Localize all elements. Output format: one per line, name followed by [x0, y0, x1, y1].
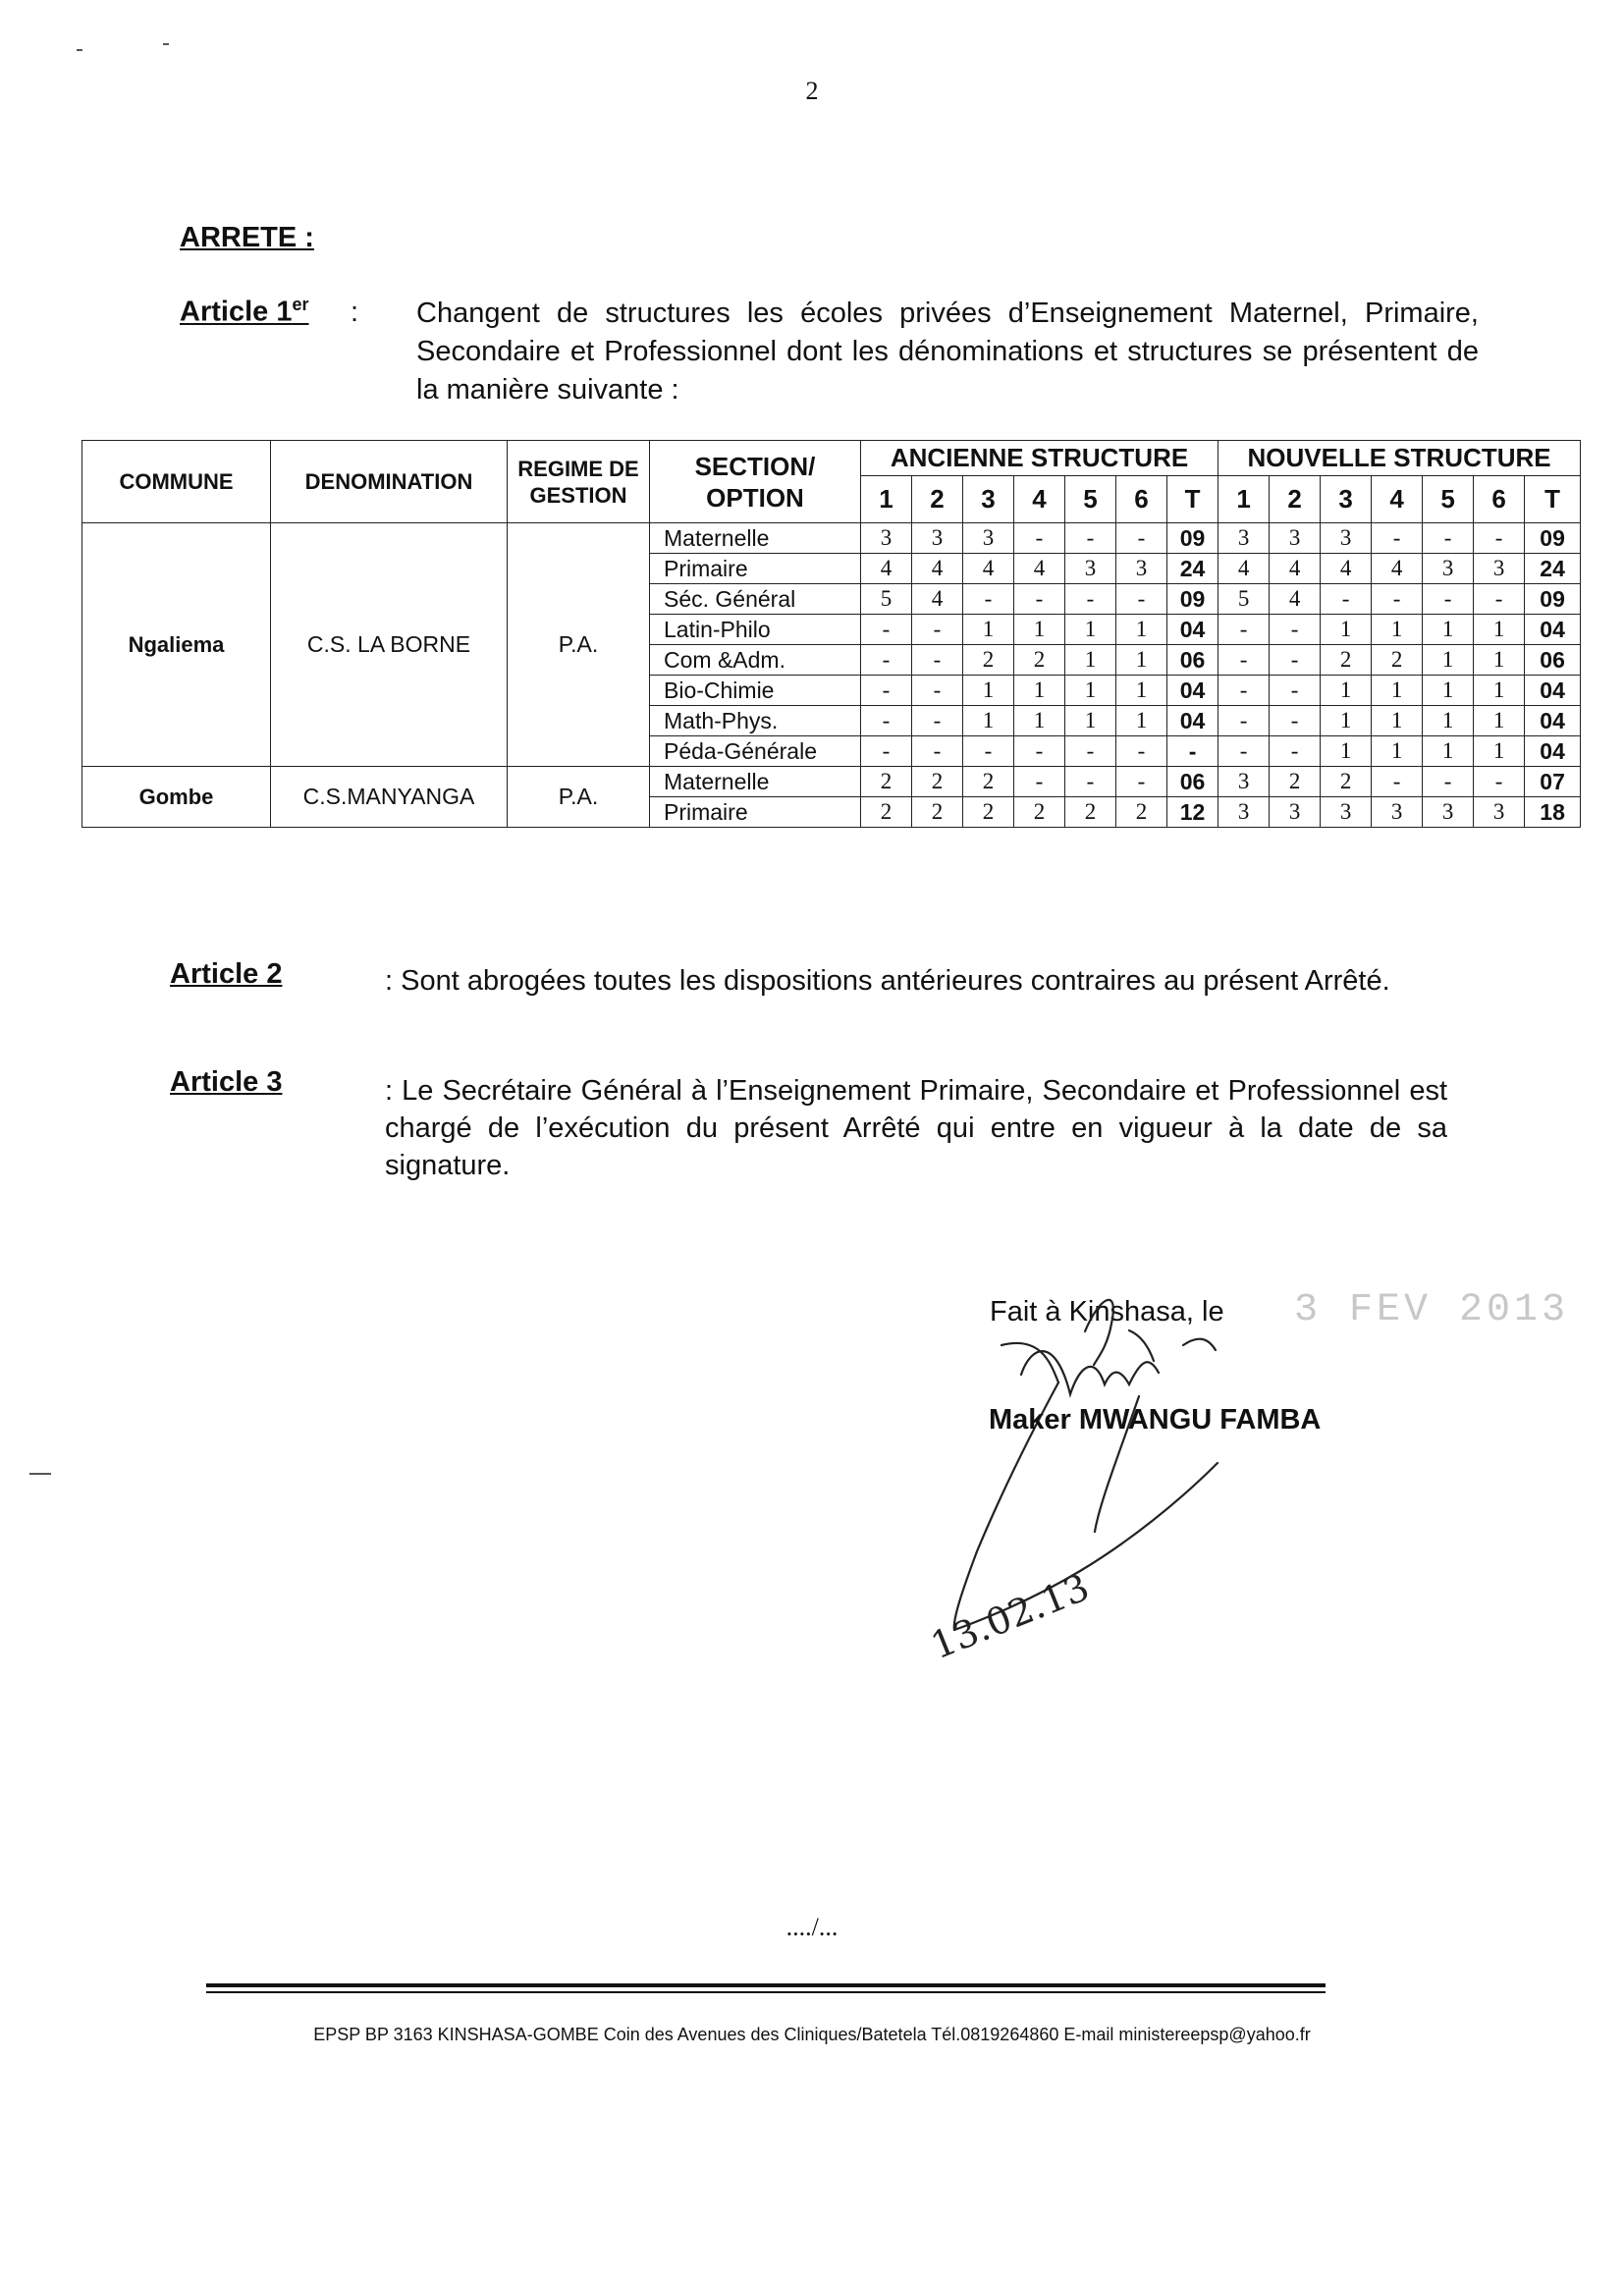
nouvelle-value-cell: 1 [1474, 645, 1525, 676]
header-ancienne-year: T [1167, 476, 1218, 523]
ancienne-value-cell: 2 [1014, 645, 1065, 676]
ancienne-value-cell: 2 [912, 767, 963, 797]
nouvelle-value-cell: - [1218, 615, 1270, 645]
ancienne-value-cell: 4 [912, 584, 963, 615]
header-ancienne-structure: ANCIENNE STRUCTURE [861, 441, 1218, 476]
ancienne-value-cell: 4 [1014, 554, 1065, 584]
nouvelle-value-cell: 1 [1372, 676, 1423, 706]
header-nouvelle-year: 6 [1474, 476, 1525, 523]
ancienne-value-cell: - [861, 615, 912, 645]
ancienne-value-cell: 2 [963, 645, 1014, 676]
ancienne-value-cell: 3 [861, 523, 912, 554]
nouvelle-total-cell: 04 [1525, 736, 1581, 767]
table-row [82, 523, 1581, 554]
nouvelle-value-cell: 1 [1423, 615, 1474, 645]
ancienne-value-cell: - [963, 584, 1014, 615]
denomination-cell: C.S.MANYANGA [271, 767, 508, 828]
nouvelle-value-cell: 1 [1372, 615, 1423, 645]
ancienne-total-cell: 09 [1167, 584, 1218, 615]
handwritten-date: 13.02.13 [924, 1565, 1096, 1668]
ancienne-total-cell: - [1167, 736, 1218, 767]
nouvelle-total-cell: 04 [1525, 676, 1581, 706]
header-nouvelle-year: 4 [1372, 476, 1423, 523]
ancienne-value-cell: 2 [912, 797, 963, 828]
ancienne-value-cell: 1 [1014, 615, 1065, 645]
nouvelle-total-cell: 18 [1525, 797, 1581, 828]
ancienne-value-cell: 5 [861, 584, 912, 615]
nouvelle-value-cell: - [1423, 523, 1474, 554]
header-nouvelle-year: 5 [1423, 476, 1474, 523]
nouvelle-value-cell: 1 [1474, 706, 1525, 736]
ancienne-value-cell: - [1116, 767, 1167, 797]
ancienne-value-cell: - [1014, 584, 1065, 615]
header-ancienne-year: 2 [912, 476, 963, 523]
ancienne-value-cell: 1 [1065, 645, 1116, 676]
nouvelle-value-cell: 1 [1321, 615, 1372, 645]
nouvelle-value-cell: - [1270, 736, 1321, 767]
ancienne-value-cell: - [1116, 584, 1167, 615]
handwritten-signature [884, 1276, 1375, 1689]
header-nouvelle-year: 3 [1321, 476, 1372, 523]
section-cell: Séc. Général [650, 584, 861, 615]
ancienne-total-cell: 04 [1167, 615, 1218, 645]
ancienne-total-cell: 04 [1167, 676, 1218, 706]
ancienne-value-cell: 1 [1014, 706, 1065, 736]
ancienne-value-cell: 1 [1014, 676, 1065, 706]
ancienne-value-cell: 2 [861, 767, 912, 797]
scan-speck [77, 49, 82, 51]
nouvelle-value-cell: 2 [1372, 645, 1423, 676]
nouvelle-value-cell: 3 [1474, 554, 1525, 584]
nouvelle-value-cell: 4 [1321, 554, 1372, 584]
scan-speck [163, 43, 169, 45]
ancienne-value-cell: - [861, 706, 912, 736]
nouvelle-value-cell: - [1218, 706, 1270, 736]
nouvelle-value-cell: - [1423, 584, 1474, 615]
nouvelle-value-cell: 3 [1321, 523, 1372, 554]
nouvelle-value-cell: 3 [1270, 797, 1321, 828]
ancienne-value-cell: 1 [1065, 706, 1116, 736]
ancienne-value-cell: - [861, 676, 912, 706]
article3-label: Article 3 [170, 1066, 283, 1098]
ancienne-value-cell: - [912, 645, 963, 676]
ancienne-value-cell: - [1065, 736, 1116, 767]
nouvelle-value-cell: 1 [1423, 676, 1474, 706]
ancienne-value-cell: - [861, 736, 912, 767]
ancienne-value-cell: 3 [1065, 554, 1116, 584]
header-ancienne-year: 6 [1116, 476, 1167, 523]
denomination-cell: C.S. LA BORNE [271, 523, 508, 767]
section-cell: Maternelle [650, 523, 861, 554]
ancienne-total-cell: 06 [1167, 645, 1218, 676]
footer-address: EPSP BP 3163 KINSHASA-GOMBE Coin des Avenues des Cliniques/Batetela Tél.0819264860 E-mail ministereepsp@yahoo.fr [313, 2025, 1311, 2044]
regime-cell: P.A. [508, 767, 650, 828]
ancienne-value-cell: 1 [1065, 615, 1116, 645]
article1-label-sup: er [292, 295, 309, 314]
nouvelle-total-cell: 24 [1525, 554, 1581, 584]
nouvelle-total-cell: 06 [1525, 645, 1581, 676]
nouvelle-total-cell: 04 [1525, 615, 1581, 645]
nouvelle-value-cell: - [1321, 584, 1372, 615]
ancienne-value-cell: 3 [912, 523, 963, 554]
section-cell: Primaire [650, 797, 861, 828]
table-row [82, 767, 1581, 797]
article1-colon: : [351, 297, 359, 328]
nouvelle-value-cell: - [1372, 523, 1423, 554]
nouvelle-value-cell: - [1270, 615, 1321, 645]
nouvelle-value-cell: 1 [1423, 645, 1474, 676]
nouvelle-value-cell: 3 [1372, 797, 1423, 828]
nouvelle-value-cell: 3 [1423, 797, 1474, 828]
ancienne-value-cell: - [1014, 736, 1065, 767]
nouvelle-value-cell: - [1372, 767, 1423, 797]
ancienne-value-cell: 2 [1116, 797, 1167, 828]
page-number: 2 [805, 77, 819, 105]
header-denomination: DENOMINATION [271, 441, 508, 523]
ancienne-total-cell: 09 [1167, 523, 1218, 554]
ancienne-value-cell: 2 [963, 767, 1014, 797]
ancienne-value-cell: 1 [1116, 615, 1167, 645]
ancienne-value-cell: - [1065, 767, 1116, 797]
header-nouvelle-structure: NOUVELLE STRUCTURE [1218, 441, 1581, 476]
header-regime: REGIME DE GESTION [508, 441, 650, 523]
footer-rule [206, 1991, 1326, 1993]
scan-speck [29, 1473, 51, 1475]
ancienne-total-cell: 04 [1167, 706, 1218, 736]
ancienne-value-cell: - [1065, 584, 1116, 615]
article1-label-text: Article 1 [180, 296, 293, 328]
header-commune: COMMUNE [82, 441, 271, 523]
nouvelle-value-cell: 1 [1474, 676, 1525, 706]
nouvelle-value-cell: 1 [1321, 706, 1372, 736]
nouvelle-value-cell: - [1270, 676, 1321, 706]
section-cell: Péda-Générale [650, 736, 861, 767]
nouvelle-value-cell: - [1218, 736, 1270, 767]
ancienne-value-cell: - [912, 615, 963, 645]
place-date: Fait à Kinshasa, le [990, 1296, 1224, 1328]
ancienne-value-cell: - [912, 706, 963, 736]
ancienne-value-cell: 2 [1014, 797, 1065, 828]
nouvelle-value-cell: 4 [1270, 584, 1321, 615]
header-ancienne-year: 4 [1014, 476, 1065, 523]
nouvelle-value-cell: 1 [1474, 615, 1525, 645]
nouvelle-value-cell: - [1423, 767, 1474, 797]
section-cell: Bio-Chimie [650, 676, 861, 706]
article1-label [180, 295, 308, 329]
nouvelle-value-cell: 3 [1321, 797, 1372, 828]
ancienne-value-cell: 4 [861, 554, 912, 584]
header-nouvelle-year: 1 [1218, 476, 1270, 523]
ancienne-total-cell: 06 [1167, 767, 1218, 797]
ancienne-total-cell: 24 [1167, 554, 1218, 584]
ancienne-value-cell: - [1116, 523, 1167, 554]
header-nouvelle-year: T [1525, 476, 1581, 523]
ancienne-value-cell: - [963, 736, 1014, 767]
header-ancienne-year: 5 [1065, 476, 1116, 523]
header-nouvelle-year: 2 [1270, 476, 1321, 523]
nouvelle-value-cell: 5 [1218, 584, 1270, 615]
arrete-heading: ARRETE : [180, 222, 314, 253]
nouvelle-total-cell: 09 [1525, 584, 1581, 615]
article1-text: Changent de structures les écoles privées d’Enseignement Maternel, Primaire, Secondaire et Professionnel dont les dénominations et structures se présentent de la manière suivante : [416, 298, 1479, 406]
continuation-mark: ..../... [785, 1913, 839, 1941]
nouvelle-value-cell: 2 [1270, 767, 1321, 797]
nouvelle-value-cell: 1 [1372, 706, 1423, 736]
nouvelle-total-cell: 07 [1525, 767, 1581, 797]
nouvelle-value-cell: 3 [1423, 554, 1474, 584]
structure-table [81, 440, 1581, 828]
commune-cell: Ngaliema [82, 523, 271, 767]
ancienne-value-cell: 3 [1116, 554, 1167, 584]
ancienne-value-cell: 1 [1116, 645, 1167, 676]
section-cell: Primaire [650, 554, 861, 584]
nouvelle-value-cell: - [1218, 676, 1270, 706]
nouvelle-value-cell: - [1474, 523, 1525, 554]
date-stamp: 3 FEV 2013 [1294, 1288, 1570, 1332]
header-ancienne-year: 3 [963, 476, 1014, 523]
nouvelle-value-cell: - [1372, 584, 1423, 615]
nouvelle-value-cell: 3 [1218, 523, 1270, 554]
ancienne-value-cell: 1 [1116, 676, 1167, 706]
header-section: SECTION/ OPTION [650, 441, 861, 523]
section-cell: Maternelle [650, 767, 861, 797]
nouvelle-value-cell: 2 [1321, 645, 1372, 676]
ancienne-total-cell: 12 [1167, 797, 1218, 828]
regime-cell: P.A. [508, 523, 650, 767]
nouvelle-value-cell: 1 [1423, 706, 1474, 736]
section-cell: Latin-Philo [650, 615, 861, 645]
nouvelle-total-cell: 04 [1525, 706, 1581, 736]
ancienne-value-cell: - [1116, 736, 1167, 767]
ancienne-value-cell: 1 [1065, 676, 1116, 706]
nouvelle-value-cell: 1 [1474, 736, 1525, 767]
nouvelle-value-cell: 4 [1372, 554, 1423, 584]
ancienne-value-cell: 1 [963, 706, 1014, 736]
nouvelle-value-cell: - [1474, 767, 1525, 797]
ancienne-value-cell: - [912, 736, 963, 767]
nouvelle-value-cell: 4 [1270, 554, 1321, 584]
nouvelle-value-cell: 2 [1321, 767, 1372, 797]
commune-cell: Gombe [82, 767, 271, 828]
ancienne-value-cell: 1 [963, 676, 1014, 706]
nouvelle-value-cell: 3 [1474, 797, 1525, 828]
ancienne-value-cell: 2 [1065, 797, 1116, 828]
ancienne-value-cell: - [1065, 523, 1116, 554]
ancienne-value-cell: 1 [963, 615, 1014, 645]
nouvelle-value-cell: - [1474, 584, 1525, 615]
ancienne-value-cell: 3 [963, 523, 1014, 554]
ancienne-value-cell: 4 [963, 554, 1014, 584]
nouvelle-total-cell: 09 [1525, 523, 1581, 554]
article2-text: : Sont abrogées toutes les dispositions antérieures contraires au présent Arrêté. [385, 965, 1390, 997]
nouvelle-value-cell: - [1270, 645, 1321, 676]
ancienne-value-cell: 4 [912, 554, 963, 584]
ancienne-value-cell: - [861, 645, 912, 676]
nouvelle-value-cell: 3 [1218, 767, 1270, 797]
ancienne-value-cell: - [1014, 523, 1065, 554]
nouvelle-value-cell: 3 [1218, 797, 1270, 828]
nouvelle-value-cell: - [1270, 706, 1321, 736]
article2-label: Article 2 [170, 958, 283, 990]
ancienne-value-cell: - [1014, 767, 1065, 797]
nouvelle-value-cell: 3 [1270, 523, 1321, 554]
nouvelle-value-cell: 4 [1218, 554, 1270, 584]
nouvelle-value-cell: - [1218, 645, 1270, 676]
signatory-name: Maker MWANGU FAMBA [989, 1404, 1322, 1436]
section-cell: Math-Phys. [650, 706, 861, 736]
nouvelle-value-cell: 1 [1423, 736, 1474, 767]
ancienne-value-cell: - [912, 676, 963, 706]
nouvelle-value-cell: 1 [1372, 736, 1423, 767]
article3-text: : Le Secrétaire Général à l’Enseignement Primaire, Secondaire et Professionnel est chargé de l’exécution du présent Arrêté qui entre en vigueur à la date de sa signature. [385, 1075, 1447, 1181]
ancienne-value-cell: 2 [963, 797, 1014, 828]
header-ancienne-year: 1 [861, 476, 912, 523]
ancienne-value-cell: 1 [1116, 706, 1167, 736]
nouvelle-value-cell: 1 [1321, 676, 1372, 706]
section-cell: Com &Adm. [650, 645, 861, 676]
nouvelle-value-cell: 1 [1321, 736, 1372, 767]
ancienne-value-cell: 2 [861, 797, 912, 828]
footer-rule [206, 1983, 1326, 1987]
